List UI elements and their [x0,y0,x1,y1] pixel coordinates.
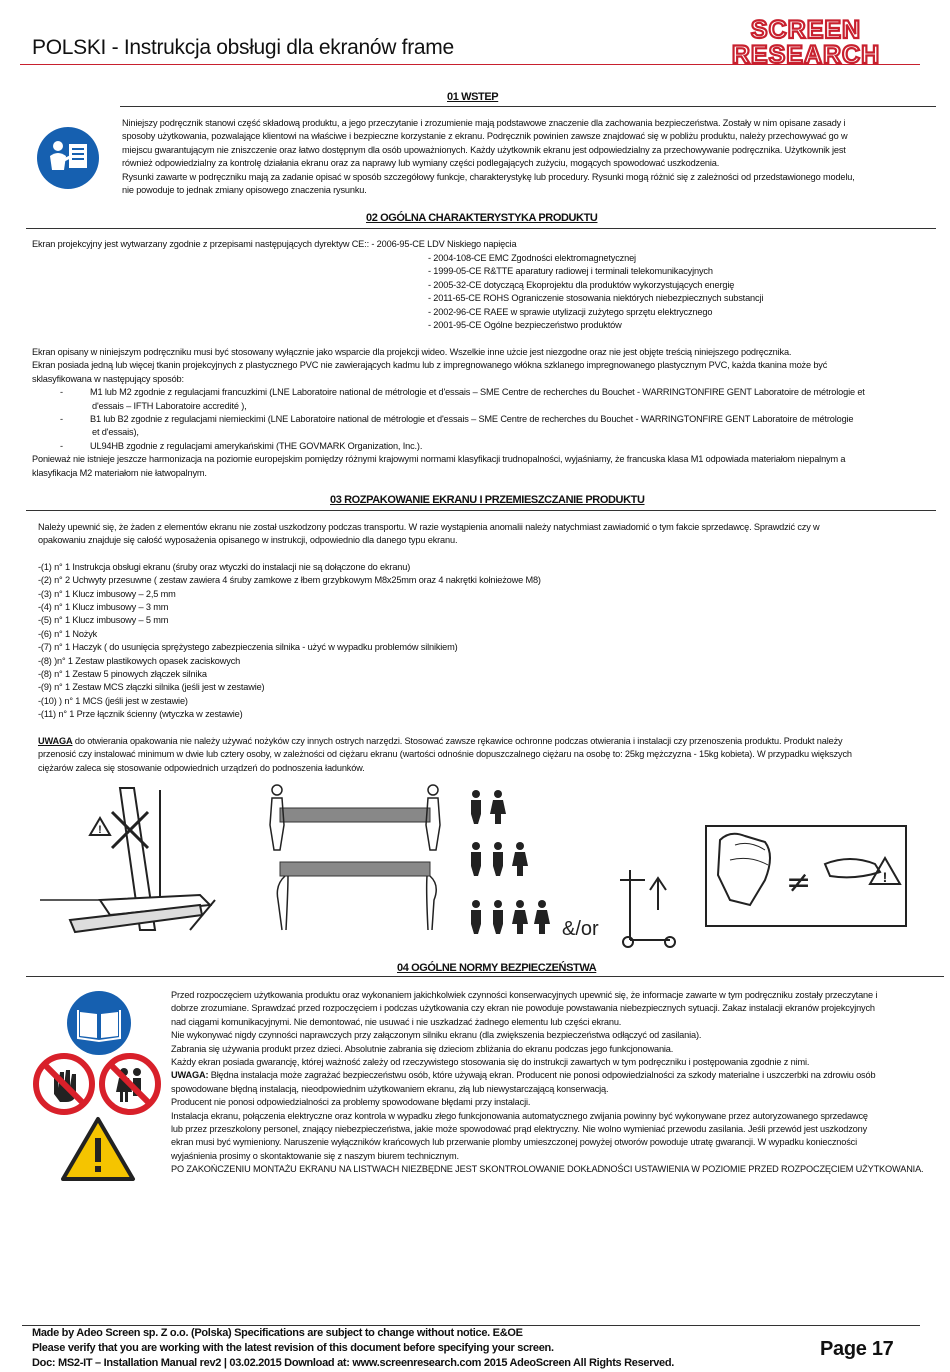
package-item: -(2) n° 2 Uchwyty przesuwne ( zestaw zawiera 4 śruby zamkowe z łbem grzybkowym M8x25mm oraz 4 nakrętki kołnieżowe M8) [38,575,541,586]
unpack-paragraph: Należy upewnić się, że żaden z elementów ekranu nie został uszkodzony podczas transportu. W razie wystąpienia anomalii należy natychmiast zawiadomić o tym fakcie sprzedawcę. Sprawdzić czy w [38,522,820,532]
section-04-title: 04 OGÓLNE NORMY BEZPIECZEŃSTWA [397,962,597,974]
warning-triangle-icon [60,1116,136,1182]
package-item: -(3) n° 1 Klucz imbusowy – 2,5 mm [38,588,176,599]
section-02-title: 02 OGÓLNA CHARAKTERYSTYKA PRODUKTU [366,212,598,224]
safety-line: dobrze zrozumiane. Sprawdzać przed rozpoczęciem i podczas użytkowania czy ekran nie powoduje powstawania niebezpiecznych sytuacji. Zakaz instalacji ekranów projekcyjnych [171,1003,875,1014]
package-item: -(8) )n° 1 Zestaw plastikowych opasek zaciskowych [38,655,241,666]
class-m1: M1 lub M2 zgodnie z regulacjami francuzkimi (LNE Laboratoire national de métrologie et d'essais – SME Centre de recherches du Bouchet - WARRINGTONFIRE GENT Laboratoire de métrologie et [90,387,865,398]
no-touch-icon [32,1052,96,1116]
package-item: -(10) ) n° 1 MCS (jeśli jest w zestawie) [38,695,188,706]
safety-line: Zabrania się używania produkt przez dzieci. Absolutnie zabrania się dzieciom zbliżania do ekranu podczas jego funkcjonowania. [171,1043,674,1054]
footer-line: Doc: MS2-IT – Installation Manual rev2 | 03.02.2015 Download at: www.screenresearch.com 2015 AdeoScreen All Rights Reserved. [32,1357,675,1369]
intro-line: miejscu gwarantującym nie zniszczenie oraz łatwo dostępnym dla osób upoważnionych. Każdy użytkownik ekranu jest odpowiedzialny za przechowywanie podręcznika. Użytkownik jest [122,144,846,155]
intro-line: Rysunki zawarte w podręczniku mają za zadanie opisać w sposób szczegółowy funkcje, charakterystykę lub procedury. Rysunki mogą różnić się z zależności od przedstawionego modelu, [122,171,855,182]
class-m1-cont: d'essais – IFTH Laboratoire accredité ), [92,400,247,411]
safety-line: nad ciągami komunikacyjnymi. Nie demontować, nie usuwać i nie uszkadzać żadnego elementu lub części ekranu. [171,1016,622,1027]
page-number: Page 17 [820,1338,894,1360]
package-item: -(7) n° 1 Haczyk ( do usunięcia sprężystego zabezpieczenia silnika - użyć w wypadku problemów silnikiem) [38,642,458,653]
safety-line: lub przez przeszkolony personel, znający niebezpieczeństwa, jakie może spowodować prąd elektryczny. Nie wolno wymieniać przewodu zasilania. Jeśli przewód jest uszkodzony [171,1124,868,1135]
warning-text: przenosić czy instalować minimum w dwie lub cztery osoby, w zależności od ciężaru ekranu (wartości odnośnie dopuszczalnego ciężaru na osobę to: 25kg mężczyzna - 15kg kobieta). W przypadku większych [38,749,852,760]
section-03-rule [26,510,936,511]
section-03-title: 03 ROZPAKOWANIE EKRANU I PRZEMIESZCZANIE PRODUKTU [330,494,645,506]
package-item: -(5) n° 1 Klucz imbusowy – 5 mm [38,615,169,626]
safety-line: Instalacja ekranu, połączenia elektryczne oraz kontrola w wypadku złego funkcjonowania automatycznego zwijania powinny być wykonywane przez autoryzowanego sprzedawcę [171,1110,868,1121]
bullet-dash: - [60,414,63,425]
no-knife-illustration [40,788,215,932]
safety-line: PO ZAKOŃCZENIU MONTAŻU EKRANU NA LISTWACH NIEZBĘDNE JEST SKONTROLOWANIE DOKŁADNOŚCI USTAWIENIA W POZIOMIE PRZED ROZPOCZĘCIEM UŻYTKOWANIA. [171,1164,924,1175]
directive-item: - 2011-65-CE ROHS Ograniczenie stosowania niektórych niebezpiecznych substancji [428,293,764,304]
unpacking-text [38,521,938,775]
gloves-illustration [706,826,906,926]
harmonization-paragraph: klasyfikacja M2 materiałom nie łatwopalnym. [32,467,207,478]
screen-research-logo [700,16,912,66]
package-item: -(11) n° 1 Prze łącznik ścienny (wtyczka w zestawie) [38,709,243,720]
svg-text:≠: ≠ [786,865,812,900]
warning-text: do otwierania opakowania nie należy używać nożyków czy innych ostrych narzędzi. Stosować zawsze rękawice ochronne podczas otwierania i instalacji czy przenoszenia produktu. Produkt należy [72,735,843,746]
safety-line: Producent nie ponosi odpowiedzialności za problemy spowodowane błędami przy instalacji. [171,1097,531,1108]
intro-text [122,117,937,197]
and-or-label: &/or [562,918,599,940]
safety-line: wyjaśnienia prosimy o skontaktowanie się z naszym biurem technicznym. [171,1150,459,1161]
no-children-icon [98,1052,162,1116]
directive-item: - 2001-95-CE Ogólne bezpieczeństwo produktów [428,320,622,331]
svg-text:!: ! [98,824,102,836]
read-manual-icon [66,990,132,1056]
section-04-rule [26,976,944,977]
section-01-rule [120,106,936,107]
warning-label: UWAGA [38,735,73,746]
uwaga-text: Błędna instalacja może zagrażać bezpieczeństwu osób, które używają ekran. Producent nie ponosi odpowiedzialności za szkody materialne i uszczerbki na zdrowiu osób [208,1070,876,1081]
safety-line: Każdy ekran posiada gwarancję, której ważność zależy od rzeczywistego stosowania się do instrukcji zawartych w tym podręczniku i postępowania zgodnie z nimi. [171,1057,810,1068]
svg-text:!: ! [882,869,888,885]
directive-item: - 2005-32-CE dotyczącą Ekoprojektu dla produktów wykorzystujących energię [428,279,735,290]
safety-line: ekran musi być wymieniony. Naruszenie wyłączników krańcowych lub przerwanie plomby umieszczonej powyżej otworów powoduje utratę gwarancji. W wypadku konieczności [171,1137,857,1148]
safety-line: Nie wykonywać nigdy czynności naprawczych przy załączonym silniku ekranu (dla zwiększenia bezpieczeństwa odłączyć od zasilania). [171,1030,702,1041]
directive-item: - 1999-05-CE R&TTE aparatury radiowej i terminali telekomunikacyjnych [428,266,713,277]
two-person-carry-illustration [270,785,440,930]
bullet-dash: - [60,387,63,398]
package-item: -(6) n° 1 Nożyk [38,628,98,639]
footer [32,1326,674,1371]
intro-line: sposoby użytkowania, pozwalające klientowi na właściwe i bezpieczne korzystanie z ekranu. Podręcznik powinien zawsze znajdować się w pobliżu produktu, należy przechowywać go w [122,131,848,142]
package-item: -(9) n° 1 Zestaw MCS złączki silnika (jeśli jest w zestawie) [38,682,265,693]
people-count-illustration [471,790,550,934]
page-title: POLSKI - Instrukcja obsługi dla ekranów frame [32,36,454,59]
directives-list [428,252,763,332]
package-item: -(8) n° 1 Zestaw 5 pinowych złączek silnika [38,669,207,680]
class-b1-cont: et d'essais), [92,427,139,438]
unpack-paragraph: opakowaniu znajduje się całość wyposażenia opisanego w instrukcji, odpowiednio dla danego typu ekranu. [38,535,458,546]
uwaga-label: UWAGA: [171,1070,209,1081]
usage-paragraph: Ekran opisany w niniejszym podręczniku musi być stosowany wyłącznie jako wsparcie dla projekcji wideo. Wszelkie inne użcie jest niezgodne oraz nie jest objęte treścią niniejszego podręcznika. [32,347,792,357]
intro-line: Niniejszy podręcznik stanowi część składową produktu, a jego przeczytanie i zrozumienie mają podstawowe znaczenie dla zachowania bezpieczeństwa. Zostały w nim opisane zasady i [122,118,846,128]
directive-item: - 2004-108-CE EMC Zgodności elektromagnetycznej [428,253,636,263]
intro-line: również odpowiedzialny za kontrolę działania ekranu oraz za naprawy lub wymiany części podlegających zużyciu, mogących spowodować uszkodzenia. [122,158,720,169]
package-item: -(1) n° 1 Instrukcja obsługi ekranu (śruby oraz wtyczki do instalacji nie są dołączone do ekranu) [38,561,411,572]
safety-line: Przed rozpoczęciem użytkowania produktu oraz wykonaniem jakichkolwiek czynności konserwacyjnych upewnić się, że informacje zawarte w tym podręczniku zostały przeczytane i [171,990,878,1000]
intro-line: nie powoduje to jednak zmiany opisowego znaczenia rysunku. [122,185,367,196]
bullet-dash: - [60,440,63,451]
handling-illustrations [30,780,935,950]
lift-trolley-illustration [620,870,675,947]
manual-reader-icon [36,126,100,190]
footer-line: Made by Adeo Screen sp. Z o.o. (Polska) Specifications are subject to change without notice. E&OE [32,1327,523,1339]
directives-intro: Ekran projekcyjny jest wytwarzany zgodnie z przepisami następujących dyrektyw CE:: - 2006-95-CE LDV Niskiego napięcia [32,239,517,249]
fabric-paragraph: sklasyfikowana w następujący sposób: [32,373,184,384]
fabric-paragraph: Ekran posiada jedną lub więcej tkanin projekcyjnych z plastycznego PVC nie zawierających kadmu lub z impregnowanego włókna szklanego impregnowanego plastycznym PVC, każda tkanina może być [32,360,828,371]
uwaga-text: spowodowane błędną instalacją, nieodpowiednim użytkowaniem ekranu, złą lub niewystarczającą konserwacją. [171,1083,609,1094]
harmonization-paragraph: Ponieważ nie istnieje jeszcze harmonizacja na poziomie europejskim pomiędzy różnymi krajowymi normami klasyfikacji trudnopalności, wyjaśniamy, że francuska klasa M1 odpowiada materiałom niepalnym a [32,454,846,465]
logo-line2: RESEARCH [731,41,881,66]
directive-item: - 2002-96-CE RAEE w sprawie utylizacji zużytego sprzętu elektrycznego [428,306,713,317]
safety-text [171,989,941,1177]
section-01-title: 01 WSTEP [447,91,499,103]
logo-line1: SCREEN [750,16,862,44]
classification-text [32,346,932,480]
warning-text: ciężarów zaleca się stosowanie odpowiednich urządzeń do podnoszenia ładunków. [38,762,365,773]
class-ul94: UL94HB zgodnie z regulacjami amerykańskimi (THE GOVMARK Organization, Inc.). [90,440,423,451]
class-b1: B1 lub B2 zgodnie z regulacjami niemieckimi (LNE Laboratoire national de métrologie et d'essais – SME Centre de recherches du Bouchet - WARRINGTONFIRE GENT Laboratoire de métrologie [90,414,854,425]
footer-line: Please verify that you are working with the latest revision of this document before specifying your screen. [32,1342,554,1354]
package-item: -(4) n° 1 Klucz imbusowy – 3 mm [38,602,169,613]
section-02-rule [26,228,936,229]
